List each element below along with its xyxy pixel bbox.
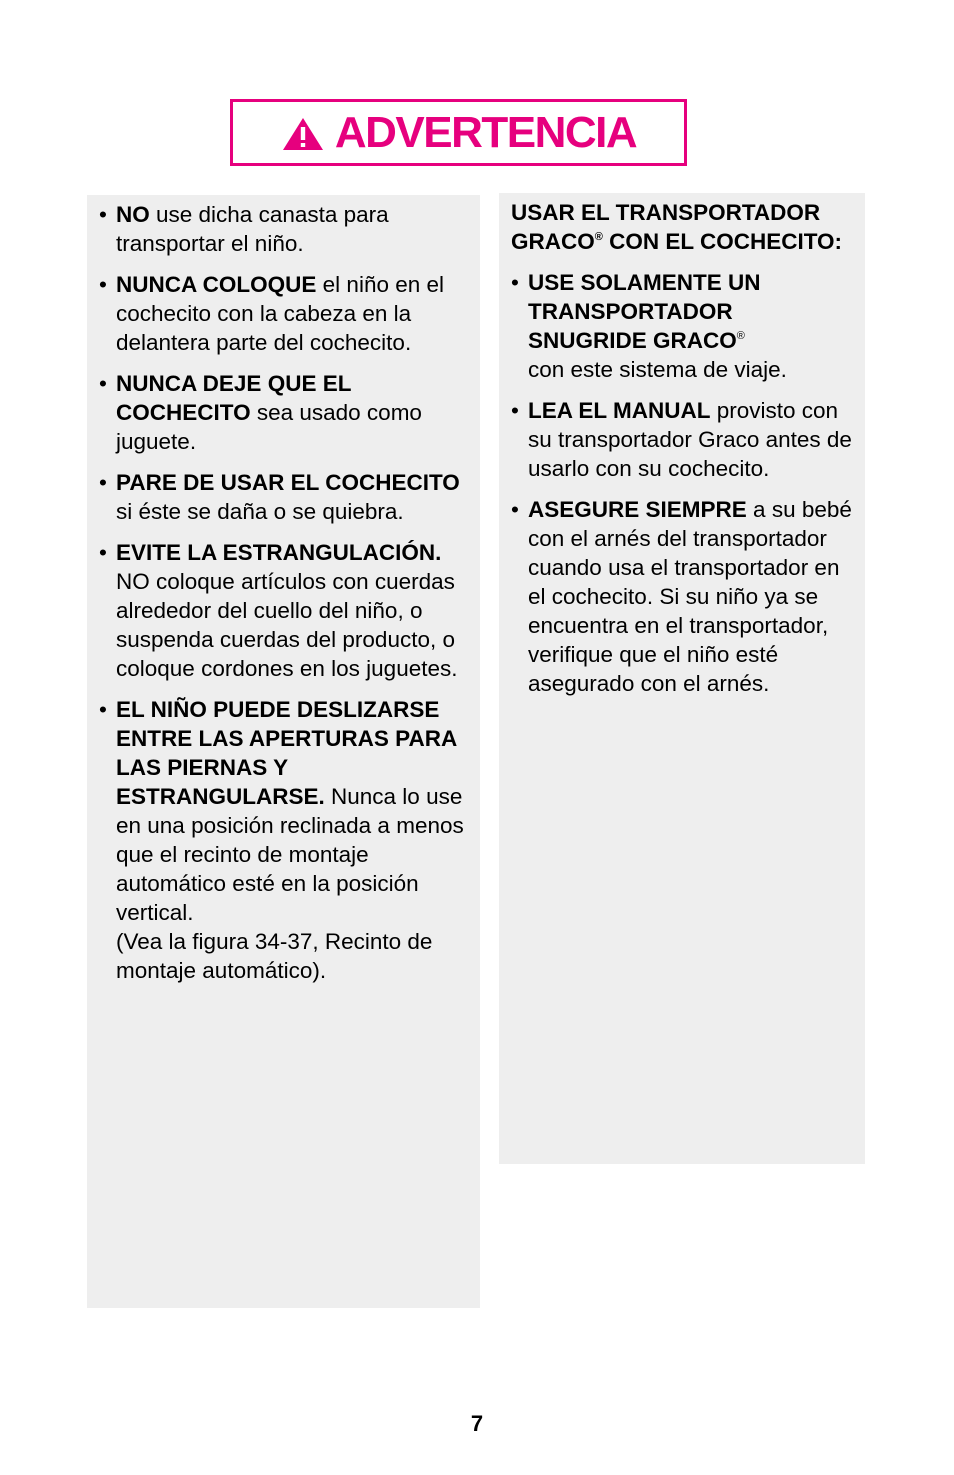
warning-keyword: PARE DE USAR EL COCHECITO [116, 470, 460, 495]
warning-keyword: USE SOLAMENTE UN TRANSPORTADOR SNUGRIDE GRACO [528, 270, 761, 353]
warning-text: provisto con su transportador Graco antes de usarlo con su cochecito. [528, 398, 852, 481]
warning-keyword: LEA EL MANUAL [528, 398, 711, 423]
warning-item [99, 369, 470, 456]
bullet: • [99, 540, 107, 565]
section-heading [511, 198, 857, 256]
warning-item [99, 270, 470, 357]
warning-item [99, 695, 470, 985]
registered-mark: ® [736, 330, 745, 342]
right-warning-panel [499, 193, 865, 1164]
warning-item [511, 495, 857, 698]
warning-text: con este sistema de viaje. [528, 357, 787, 382]
warning-keyword: NUNCA DEJE QUE EL COCHECITO [116, 371, 352, 425]
warning-item [99, 538, 470, 683]
warning-item [511, 396, 857, 483]
warning-triangle-icon [281, 116, 325, 152]
page-number: 7 [470, 1411, 484, 1436]
warning-text: a su bebé con el arnés del transportador cuando usa el transportador en el cochecito. Si su niño ya se encuentra en el transportador, verifique que el niño esté asegurado con el arnés. [528, 497, 852, 696]
warning-keyword: EL NIÑO PUEDE DESLIZARSE ENTRE LAS APERTURAS PARA LAS PIERNAS Y ESTRANGULARSE. [116, 697, 457, 809]
warning-text: use dicha canasta para transportar el niño. [116, 202, 389, 256]
left-warning-panel [87, 195, 480, 1308]
warning-item [99, 468, 470, 526]
bullet: • [99, 202, 107, 227]
banner-title: ADVERTENCIA [334, 107, 637, 157]
bullet: • [99, 272, 107, 297]
bullet: • [99, 371, 107, 396]
warning-text: si éste se daña o se quiebra. [116, 499, 404, 524]
warning-text: el niño en el cochecito con la cabeza en la delantera parte del cochecito. [116, 272, 445, 355]
bullet: • [99, 697, 107, 722]
warning-keyword: EVITE LA ESTRANGULACIÓN. [116, 540, 442, 565]
warning-text: Nunca lo use en una posición reclinada a menos que el recinto de montaje automático esté en la posición vertical. [116, 784, 464, 925]
warning-keyword: NO [116, 202, 150, 227]
warning-banner [230, 99, 687, 166]
figure-reference: (Vea la figura 34-37, Recinto de montaje automático). [116, 929, 433, 983]
warning-text: sea usado como juguete. [116, 400, 422, 454]
registered-mark: ® [594, 231, 603, 243]
warning-text: NO coloque artículos con cuerdas alrededor del cuello del niño, o suspenda cuerdas del producto, o coloque cordones en los juguetes. [116, 569, 458, 681]
heading-part: CON EL COCHECITO: [602, 229, 843, 254]
warning-item [99, 200, 470, 258]
heading-part: USAR EL TRANSPORTADOR GRACO [511, 200, 821, 254]
warning-item [511, 268, 857, 384]
warning-keyword: ASEGURE SIEMPRE [528, 497, 747, 522]
bullet: • [99, 470, 107, 495]
warning-keyword: NUNCA COLOQUE [116, 272, 317, 297]
bullet: • [511, 398, 519, 423]
bullet: • [511, 497, 519, 522]
bullet: • [511, 270, 519, 295]
